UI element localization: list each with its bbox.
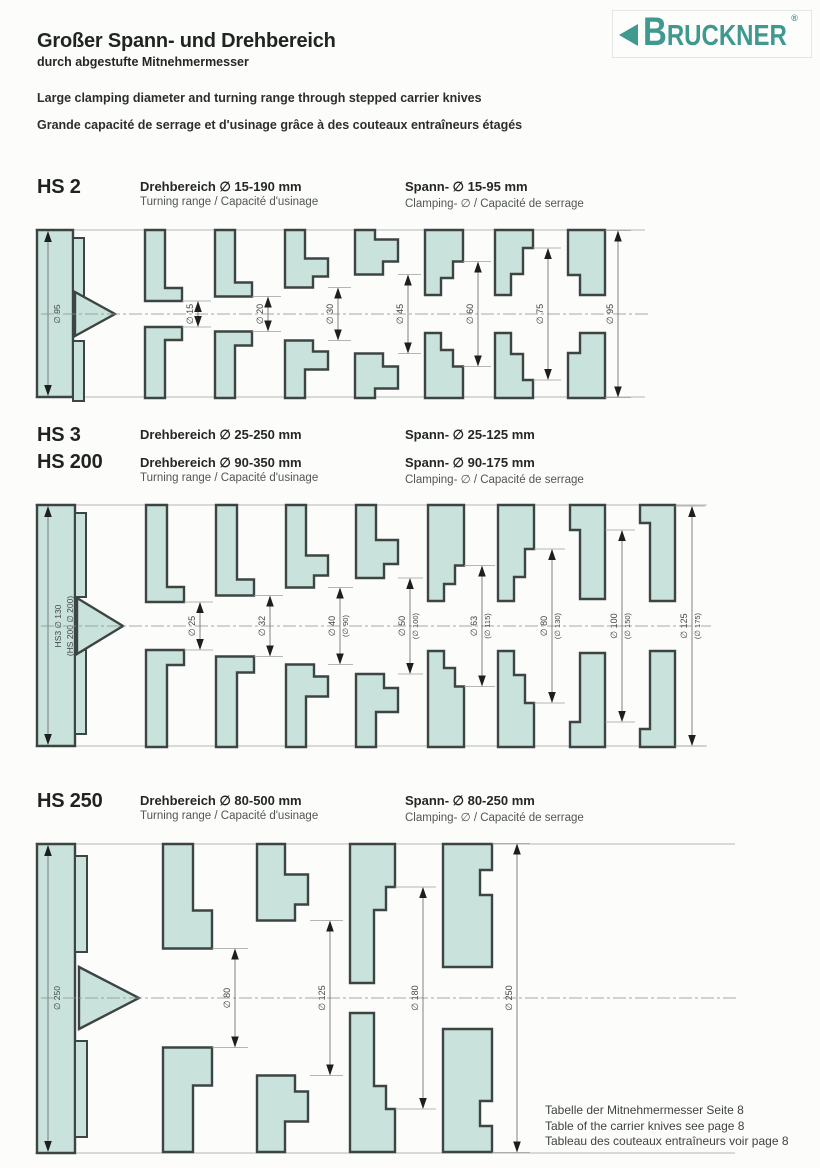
technical-drawing [35,226,655,402]
clamping-range-sub: Clamping- ∅ / Capacité de serrage [405,198,584,210]
carrier-knife-top [495,230,533,295]
brand-logo [612,10,812,58]
chuck-step [73,238,84,298]
dimension-label: ∅ 25 [187,615,197,637]
dimension-label: ∅ 100 [609,613,619,639]
dimension-label: (HS 200 ∅ 200) [65,595,75,657]
carrier-knife-top [163,844,212,949]
clamping-range-sub: Clamping- ∅ / Capacité de serrage [405,812,584,824]
carrier-knife-bottom [286,665,328,748]
dimension-label: ∅ 15 [185,303,195,325]
dimension-label: ∅ 95 [52,304,62,324]
carrier-knife-bottom [568,333,605,398]
dimension-label: ∅ 125 [317,985,327,1011]
turning-range-sub: Turning range / Capacité d'usinage [140,196,319,208]
carrier-knife-top [443,844,492,967]
dimension-label: ∅ 60 [465,303,475,325]
diagram-hs3-hs200 [35,501,735,755]
dimension-label: ∅ 80 [539,615,549,637]
logo-triangle-icon [619,24,638,46]
dimension-label: ∅ 45 [395,303,405,325]
carrier-knife-bottom [356,674,398,747]
page-title: Großer Spann- und Drehbereich [37,30,336,52]
carrier-knife-bottom [350,1013,395,1152]
footer-line-en: Table of the carrier knives see page 8 [545,1118,745,1133]
dimension-label: ∅ 63 [469,615,479,637]
title-english: Large clamping diameter and turning range through stepped carrier knives [37,91,482,105]
dimension-label: ∅ 32 [257,615,267,637]
turning-range: Drehbereich ∅ 25-250 mm [140,427,302,442]
carrier-knife-bottom [257,1076,308,1153]
chuck-step [75,1041,87,1137]
dimension-label: (∅ 100) [411,612,420,640]
dimension-label: ∅ 30 [325,303,335,325]
model-name: HS 250 [37,790,103,812]
carrier-knife-bottom [146,650,184,747]
logo-wordmark-wrap [643,8,798,54]
turning-range-sub: Turning range / Capacité d'usinage [140,810,319,822]
section-header-hs3-hs200 [37,424,777,494]
carrier-knife-top [640,505,675,601]
carrier-knife-bottom [498,651,534,747]
carrier-knife-top [145,230,182,301]
carrier-knife-top [350,844,395,983]
chuck-step [73,341,84,401]
dimension-label: ∅ 125 [679,613,689,639]
carrier-knife-top [257,844,308,921]
dimension-label: (∅ 130) [553,612,562,640]
chuck-body [37,505,123,746]
dimension-label: (∅ 175) [693,612,702,640]
chuck-body [37,230,115,401]
dimension-label: (∅ 115) [483,613,492,639]
model-name: HS 2 [37,176,81,198]
clamping-range: Spann- ∅ 80-250 mm [405,793,535,808]
carrier-knife-top [568,230,605,295]
carrier-knife-top [356,505,398,578]
diagram-hs2 [35,226,655,402]
turning-range: Drehbereich ∅ 90-350 mm [140,455,302,470]
registered-trademark-icon: ® [791,13,798,23]
page-subtitle: durch abgestufte Mitnehmermesser [37,55,249,69]
carrier-knife-bottom [285,341,328,399]
dimension-label: ∅ 180 [410,985,420,1011]
model-name: HS 3 [37,424,81,446]
dimension-label: ∅ 40 [327,615,337,637]
carrier-knife-bottom [216,657,254,748]
carrier-knife-bottom [215,332,252,399]
carrier-knife-bottom [425,333,463,398]
carrier-knife-bottom [570,653,605,747]
carrier-knife-bottom [428,651,464,747]
footer-line-fr: Tableau des couteaux entraîneurs voir page 8 [545,1134,789,1148]
dimension-label: (∅ 150) [623,612,632,640]
dimension-label: ∅ 80 [222,987,232,1009]
clamping-range: Spann- ∅ 15-95 mm [405,179,528,194]
clamping-range: Spann- ∅ 90-175 mm [405,455,535,470]
carrier-knife-top [498,505,534,601]
clamping-range: Spann- ∅ 25-125 mm [405,427,535,442]
title-french: Grande capacité de serrage et d'usinage grâce à des couteaux entraîneurs étagés [37,118,523,132]
carrier-knife-bottom [355,354,398,399]
turning-range: Drehbereich ∅ 15-190 mm [140,179,302,194]
carrier-knife-top [286,505,328,588]
carrier-knife-bottom [145,327,182,398]
footer-line-de: Tabelle der Mitnehmermesser Seite 8 [545,1103,744,1117]
knife-pair [286,505,353,747]
dimension-label: ∅ 95 [605,303,615,325]
turning-range: Drehbereich ∅ 80-500 mm [140,793,302,808]
carrier-knife-top [355,230,398,275]
carrier-knife-top [216,505,254,596]
dimension-label: ∅ 75 [535,303,545,325]
dimension-label: ∅ 250 [504,985,514,1011]
knife-pair [640,505,705,747]
carrier-knife-bottom [443,1029,492,1152]
page-header [37,30,597,132]
footer-note [545,1103,789,1150]
carrier-knife-top [215,230,252,297]
logo-wordmark: BRUCKNER [643,8,787,54]
carrier-knife-top [425,230,463,295]
chuck-body [37,844,139,1153]
dimension-label: ∅ 250 [52,986,62,1010]
carrier-knife-bottom [495,333,533,398]
dimension-label: (∅ 90) [341,615,350,637]
carrier-knife-top [428,505,464,601]
carrier-knife-bottom [640,651,675,747]
chuck-step [75,513,86,597]
carrier-knife-top [570,505,605,599]
technical-drawing [35,501,735,755]
turning-range-sub: Turning range / Capacité d'usinage [140,472,319,484]
chuck-step [75,650,86,734]
model-name: HS 200 [37,451,103,473]
dimension-label: ∅ 20 [255,303,265,325]
carrier-knife-top [285,230,328,288]
clamping-range-sub: Clamping- ∅ / Capacité de serrage [405,474,584,486]
dimension-label: ∅ 50 [397,615,407,637]
dimension-label: HS3 ∅ 130 [53,604,63,648]
carrier-knife-top [146,505,184,602]
carrier-knife-bottom [163,1048,212,1153]
chuck-step [75,856,87,952]
